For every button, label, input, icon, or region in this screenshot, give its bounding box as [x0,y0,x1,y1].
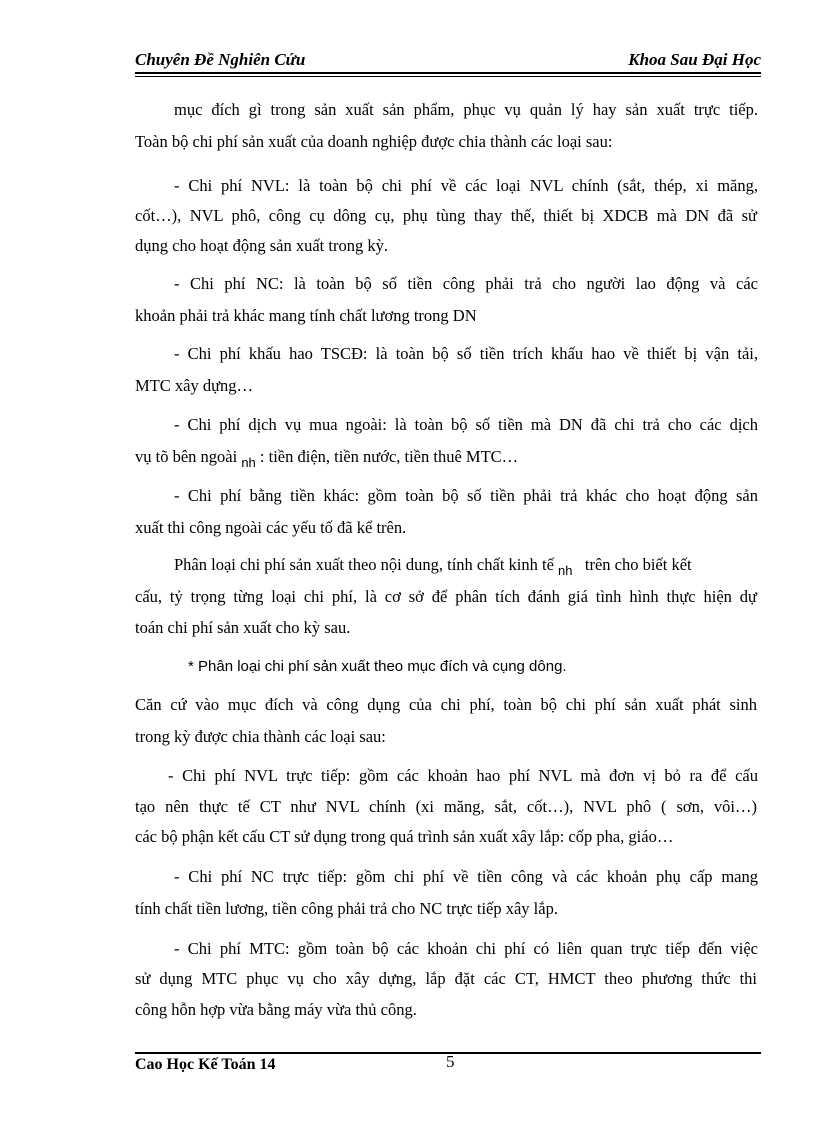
header-rule-thin [135,76,761,77]
paragraph-line: tạo nên thực tế CT như NVL chính (xi măng, sắt, cốt…), NVL phô ( sơn, vôi…) [135,797,757,816]
subscript-note: nh [558,563,573,578]
paragraph-line: dụng cho hoạt động sản xuất trong kỳ. [135,236,388,255]
paragraph-line: Toàn bộ chi phí sản xuất của doanh nghiệp được chia thành các loại sau: [135,132,613,151]
header-title-left: Chuyên Đề Nghiên Cứu [135,50,306,69]
paragraph-line: - Chi phí NVL: là toàn bộ chi phí về các loại NVL chính (sắt, thép, xi măng, [174,176,758,195]
paragraph-line: công hỗn hợp vừa bằng máy vừa thủ công. [135,1000,417,1019]
paragraph-line: MTC xây dựng… [135,376,254,395]
subscript-note: nh [241,455,256,470]
page-number: 5 [446,1052,455,1071]
paragraph-line: khoản phải trả khác mang tính chất lương trong DN [135,306,477,325]
paragraph-line: mục đích gì trong sản xuất sản phẩm, phục vụ quản lý hay sản xuất trực tiếp. [174,100,758,119]
paragraph-line: - Chi phí NC trực tiếp: gồm chi phí về tiền công và các khoản phụ cấp mang [174,867,758,886]
paragraph-line: - Chi phí khấu hao TSCĐ: là toàn bộ số tiền trích khấu hao về thiết bị vận tải, [174,344,758,363]
page-header [135,50,761,72]
paragraph-line: Căn cứ vào mục đích và công dụng của chi phí, toàn bộ chi phí sản xuất phát sinh [135,695,757,714]
paragraph-line: cấu, tỷ trọng từng loại chi phí, là cơ sở để phân tích đánh giá tình hình thực hiện dự [135,587,757,606]
header-title-right: Khoa Sau Đại Học [628,50,761,69]
paragraph-line: xuất thi công ngoài các yếu tố đã kể trên. [135,518,407,537]
paragraph-line: - Chi phí NVL trực tiếp: gồm các khoản hao phí NVL mà đơn vị bỏ ra để cấu [168,766,758,785]
paragraph-line: - Chi phí bằng tiền khác: gồm toàn bộ số tiền phải trả khác cho hoạt động sản [174,486,758,505]
section-heading: * Phân loại chi phí sản xuất theo mục đích và cụng dông. [188,658,567,675]
paragraph-line: các bộ phận kết cấu CT sử dụng trong quá trình sản xuất xây lắp: cốp pha, giáo… [135,827,674,846]
paragraph-line: Phân loại chi phí sản xuất theo nội dung, tính chất kinh tế $_{nh}$ trên cho biết kết [174,555,692,578]
paragraph-line: cốt…), NVL phô, công cụ dông cụ, phụ tùng thay thế, thiết bị XDCB mà DN đã sử [135,206,757,225]
paragraph-line: - Chi phí dịch vụ mua ngoài: là toàn bộ số tiền mà DN đã chi trả cho các dịch [174,415,758,434]
paragraph-line: - Chi phí NC: là toàn bộ số tiền công phải trả cho người lao động và các [174,274,758,293]
paragraph-line: sử dụng MTC phục vụ cho xây dựng, lắp đặt các CT, HMCT theo phương thức thi [135,969,757,988]
paragraph-line: toán chi phí sản xuất cho kỳ sau. [135,618,351,637]
paragraph-line: trong kỳ được chia thành các loại sau: [135,727,386,746]
header-rule [135,72,761,74]
paragraph-line: tính chất tiền lương, tiền công phải trả cho NC trực tiếp xây lắp. [135,899,558,918]
paragraph-line: - Chi phí MTC: gồm toàn bộ các khoản chi phí có liên quan trực tiếp đến việc [174,939,758,958]
paragraph-line: vụ tõ bên ngoài $_{nh}$ : tiền điện, tiền nước, tiền thuê MTC… [135,447,519,470]
footer-label: Cao Học Kế Toán 14 [135,1056,276,1073]
